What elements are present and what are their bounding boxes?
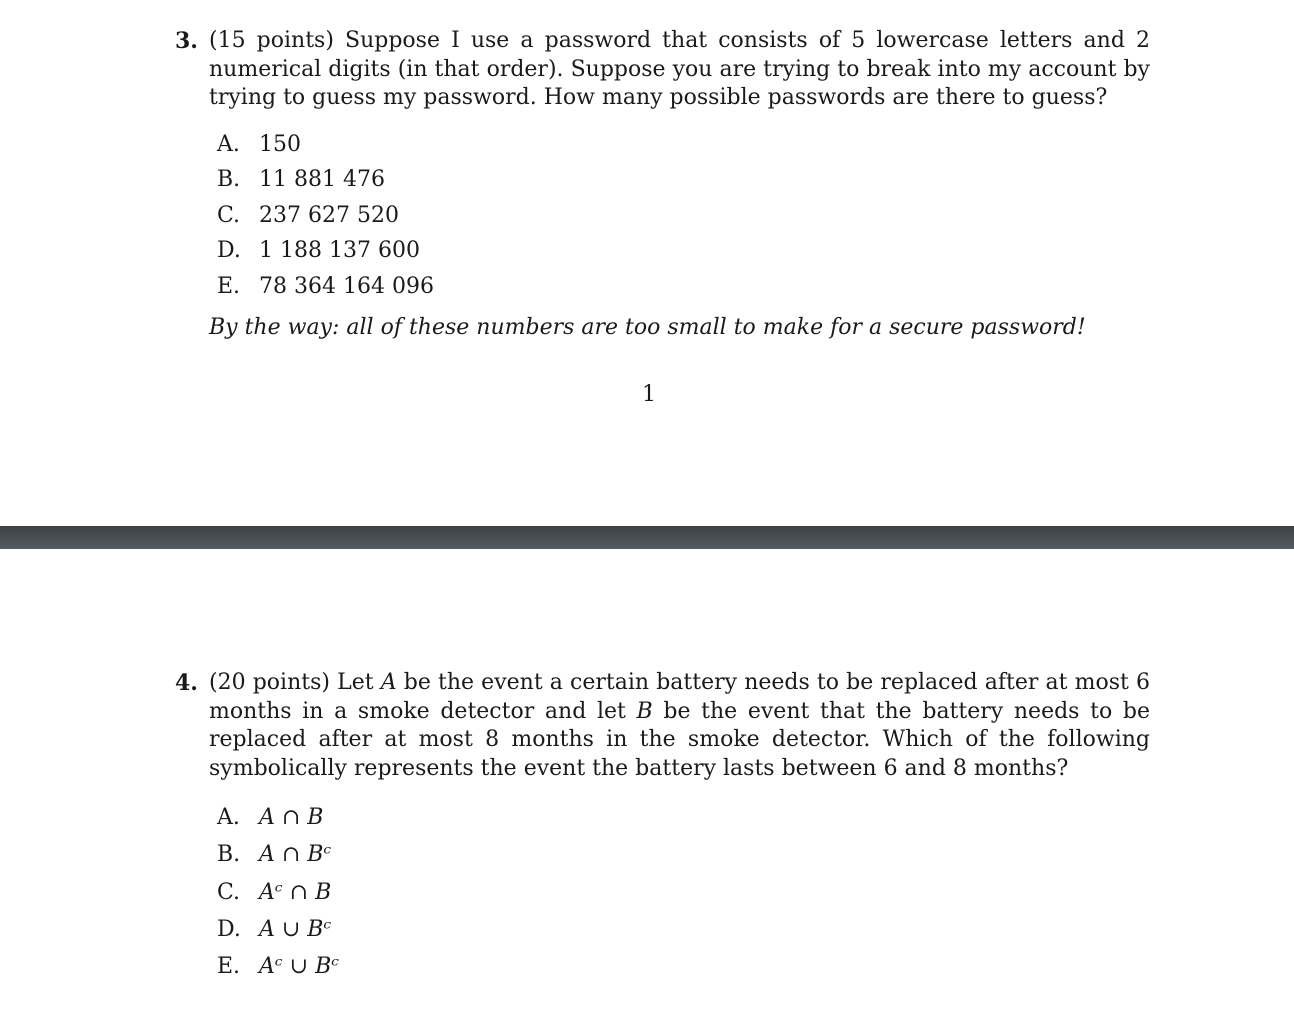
question-3-text: (15 points) Suppose I use a password that consists of 5 lowercase letters and 2 numerical digits (in that order). Suppose you are trying to break into my account by trying to guess my password. How many possible passwords are there to guess? bbox=[209, 28, 1150, 110]
option-value: 78 364 164 096 bbox=[259, 273, 434, 299]
option-value: Aᶜ ∩ B bbox=[259, 879, 332, 905]
question-4-text bbox=[209, 669, 1150, 783]
question-4-option-a bbox=[217, 799, 1150, 836]
variable-b: B bbox=[636, 698, 653, 724]
option-letter: A. bbox=[217, 131, 240, 157]
option-value: 150 bbox=[259, 131, 301, 157]
question-3-note: By the way: all of these numbers are too small to make for a secure password! bbox=[209, 315, 1086, 340]
option-letter: C. bbox=[217, 879, 241, 905]
option-letter: B. bbox=[217, 842, 241, 868]
question-4 bbox=[175, 669, 1150, 985]
question-4-option-b bbox=[217, 836, 1150, 873]
question-3-option-d bbox=[217, 233, 1150, 269]
page-separator bbox=[0, 526, 1294, 549]
option-value: A ∩ Bᶜ bbox=[259, 842, 332, 868]
option-value: Aᶜ ∪ Bᶜ bbox=[259, 954, 339, 980]
option-value: 11 881 476 bbox=[259, 167, 385, 192]
option-letter: E. bbox=[217, 273, 241, 299]
question-3-option-b bbox=[217, 162, 1150, 198]
question-4-options bbox=[217, 799, 1150, 985]
question-3-option-e bbox=[217, 269, 1150, 305]
question-4-number: 4. bbox=[175, 670, 198, 696]
question-4-text-part: be the event that the battery needs to be replaced after at most 8 months in the smoke detector. Which of the following symbolically represents the event the battery lasts between 6 and 8 months? bbox=[209, 698, 1150, 781]
variable-a: A bbox=[380, 670, 397, 695]
question-4-text-part: be the event a certain battery needs to be replaced after at most 6 months in a smoke detector and let bbox=[209, 670, 1150, 724]
option-value: 1 188 137 600 bbox=[259, 238, 420, 263]
option-value: A ∩ B bbox=[259, 805, 324, 830]
option-letter: D. bbox=[217, 238, 241, 263]
option-letter: B. bbox=[217, 167, 241, 192]
question-3-option-c bbox=[217, 198, 1150, 234]
question-3-option-a bbox=[217, 127, 1150, 163]
option-letter: A. bbox=[217, 805, 240, 830]
option-value: 237 627 520 bbox=[259, 202, 399, 228]
question-4-option-c bbox=[217, 874, 1150, 911]
page-number: 1 bbox=[642, 382, 656, 407]
option-letter: E. bbox=[217, 954, 241, 980]
option-letter: D. bbox=[217, 916, 241, 942]
question-4-text-part: (20 points) Let bbox=[209, 670, 381, 695]
option-letter: C. bbox=[217, 202, 241, 228]
question-4-option-e bbox=[217, 948, 1150, 985]
pdf-page-2 bbox=[0, 549, 1294, 1014]
question-4-option-d bbox=[217, 911, 1150, 948]
question-3 bbox=[175, 27, 1150, 342]
question-3-options bbox=[217, 127, 1150, 305]
option-value: A ∪ Bᶜ bbox=[259, 916, 332, 942]
question-3-number: 3. bbox=[175, 28, 198, 54]
